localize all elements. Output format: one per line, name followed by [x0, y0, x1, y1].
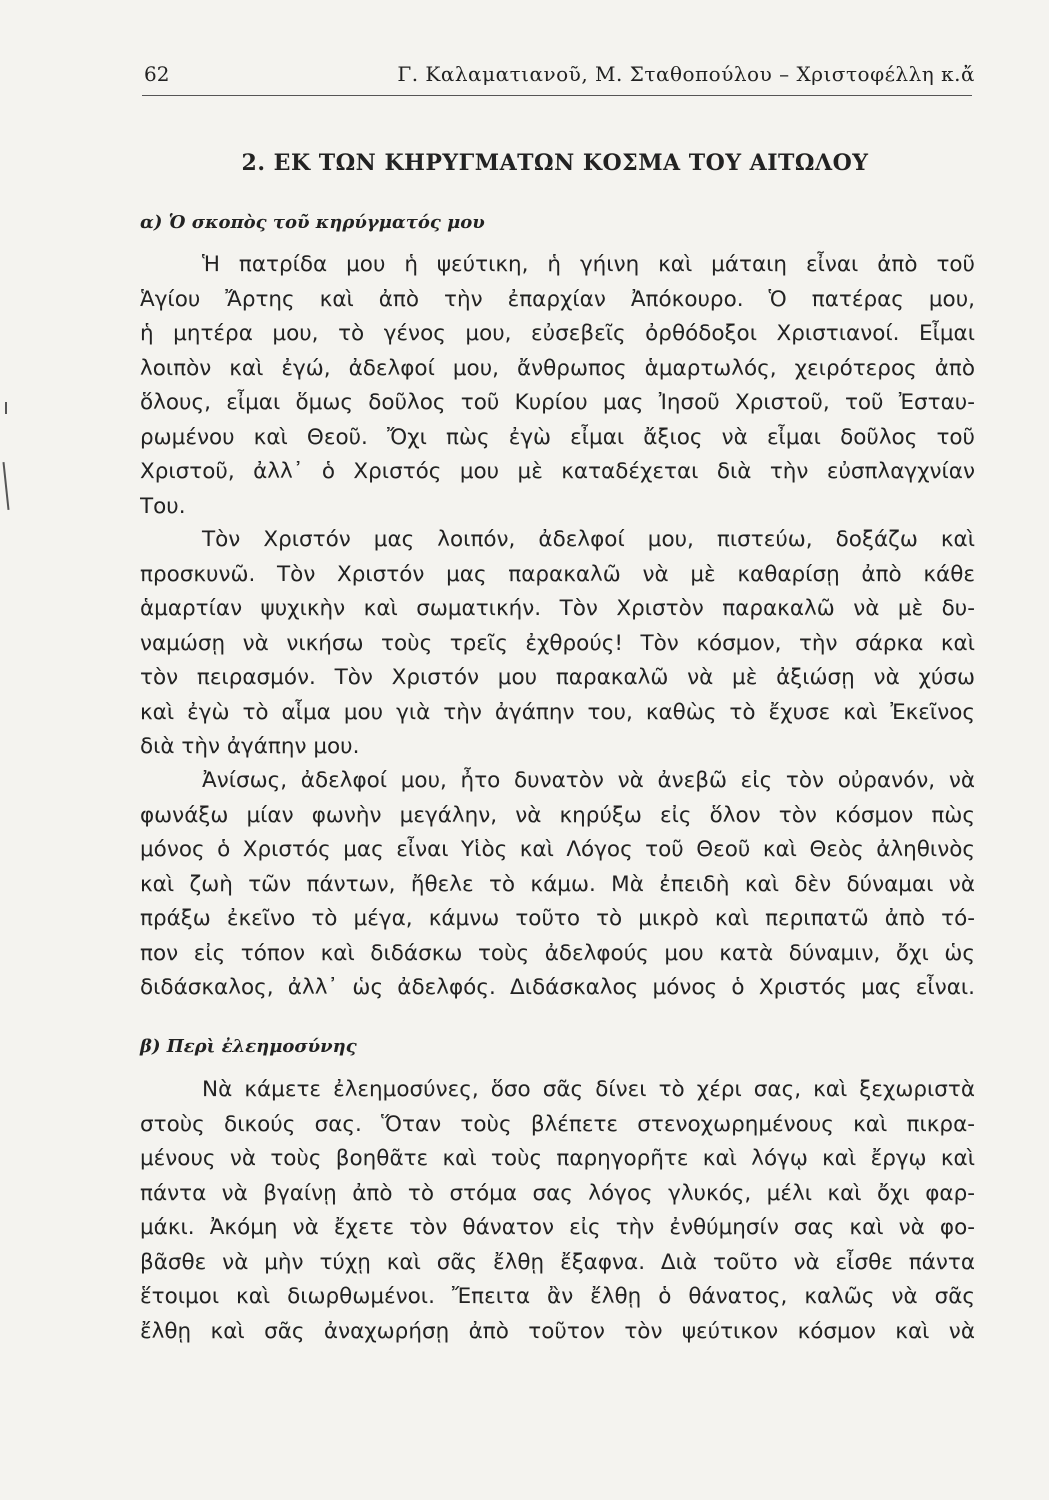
- text-line: διδάσκαλος, ἀλλ᾽ ὡς ἀδελφός. Διδάσκαλος μόνος ὁ Χριστός μας εἶναι.: [140, 975, 975, 1000]
- text-line: καὶ ἐγὼ τὸ αἷμα μου γιὰ τὴν ἀγάπην του, καθὼς τὸ ἔχυσε καὶ Ἐκεῖνος: [140, 699, 975, 725]
- paragraph-3: [140, 764, 975, 1006]
- text-line: βᾶσθε νὰ μὴν τύχῃ καὶ σᾶς ἔλθῃ ἔξαφνα. Διὰ τοῦτο νὰ εἶσθε πάντα: [140, 1249, 975, 1275]
- text-line: φωνάξω μίαν φωνὴν μεγάλην, νὰ κηρύξω εἰς ὅλον τὸν κόσμον πὼς: [140, 802, 975, 828]
- text-line: πάντα νὰ βγαίνῃ ἀπὸ τὸ στόμα σας λόγος γλυκός, μέλι καὶ ὄχι φαρ-: [140, 1180, 975, 1206]
- text-line: πον εἰς τόπον καὶ διδάσκω τοὺς ἀδελφούς μου κατὰ δύναμιν, ὄχι ὡς: [140, 940, 975, 966]
- text-line: μάκι. Ἀκόμη νὰ ἔχετε τὸν θάνατον εἰς τὴν ἐνθύμησίν σας καὶ νὰ φο-: [140, 1215, 975, 1240]
- text-line: ἔλθῃ καὶ σᾶς ἀναχωρήσῃ ἀπὸ τοῦτον τὸν ψεύτικον κόσμον καὶ νὰ: [140, 1318, 975, 1344]
- text-line: Τὸν Χριστόν μας λοιπόν, ἀδελφοί μου, πιστεύω, δοξάζω καὶ: [202, 527, 975, 552]
- text-line: Ἀνίσως, ἀδελφοί μου, ἦτο δυνατὸν νὰ ἀνεβῶ εἰς τὸν οὐρανόν, νὰ: [202, 768, 975, 793]
- page-number: 62: [144, 62, 170, 86]
- margin-mark: [5, 402, 7, 414]
- text-line: Ἁγίου Ἄρτης καὶ ἀπὸ τὴν ἐπαρχίαν Ἀπόκουρο. Ὁ πατέρας μου,: [140, 286, 975, 312]
- text-line: διὰ τὴν ἀγάπην μου.: [140, 734, 360, 759]
- text-line: μόνος ὁ Χριστός μας εἶναι Υἱὸς καὶ Λόγος τοῦ Θεοῦ καὶ Θεὸς ἀληθινὸς: [140, 837, 975, 862]
- text-line: τὸν πειρασμόν. Τὸν Χριστόν μου παρακαλῶ νὰ μὲ ἀξιώσῃ νὰ χύσω: [140, 665, 975, 690]
- text-line: λοιπὸν καὶ ἐγώ, ἀδελφοί μου, ἄνθρωπος ἁμαρτωλός, χειρότερος ἀπὸ: [140, 355, 975, 381]
- text-line: ὅλους, εἶμαι ὅμως δοῦλος τοῦ Κυρίου μας Ἰησοῦ Χριστοῦ, τοῦ Ἐσταυ-: [140, 390, 975, 415]
- subsection-heading-a: α) Ὁ σκοπὸς τοῦ κηρύγματός μου: [140, 212, 485, 233]
- text-line: στοὺς δικούς σας. Ὅταν τοὺς βλέπετε στενοχωρημένους καὶ πικρα-: [140, 1111, 975, 1137]
- text-line: Χριστοῦ, ἀλλ᾽ ὁ Χριστός μου μὲ καταδέχεται διὰ τὴν εὐσπλαγχνίαν: [140, 459, 975, 484]
- text-line: ρωμένου καὶ Θεοῦ. Ὄχι πὼς ἐγὼ εἶμαι ἄξιος νὰ εἶμαι δοῦλος τοῦ: [140, 424, 975, 450]
- paragraph-4: [140, 1073, 975, 1349]
- text-line: Νὰ κάμετε ἐλεημοσύνες, ὅσο σᾶς δίνει τὸ χέρι σας, καὶ ξεχωριστὰ: [202, 1077, 975, 1102]
- text-line: ἡ μητέρα μου, τὸ γένος μου, εὐσεβεῖς ὀρθόδοξοι Χριστιανοί. Εἶμαι: [140, 321, 975, 346]
- margin-mark: [2, 462, 9, 510]
- text-line: Του.: [140, 493, 186, 519]
- paragraph-2: [140, 523, 975, 765]
- paragraph-1: [140, 248, 975, 524]
- text-line: μένους νὰ τοὺς βοηθᾶτε καὶ τοὺς παρηγορῆτε καὶ λόγῳ καὶ ἔργῳ καὶ: [140, 1146, 975, 1171]
- text-line: ἁμαρτίαν ψυχικὴν καὶ σωματικήν. Τὸν Χριστὸν παρακαλῶ νὰ μὲ δυ-: [140, 596, 975, 621]
- subsection-heading-b: β) Περὶ ἐλεημοσύνης: [140, 1036, 357, 1057]
- text-line: Ἡ πατρίδα μου ἡ ψεύτικη, ἡ γήινη καὶ μάταιη εἶναι ἀπὸ τοῦ: [202, 252, 975, 277]
- text-line: ναμώσῃ νὰ νικήσω τοὺς τρεῖς ἐχθρούς! Τὸν κόσμον, τὴν σάρκα καὶ: [140, 630, 975, 656]
- running-head: [142, 58, 975, 92]
- running-title: Γ. Καλαματιανοῦ, Μ. Σταθοπούλου – Χριστοφέλλη κ.ἄ: [397, 62, 975, 86]
- text-line: προσκυνῶ. Τὸν Χριστόν μας παρακαλῶ νὰ μὲ καθαρίσῃ ἀπὸ κάθε: [140, 561, 975, 587]
- text-line: πράξω ἐκεῖνο τὸ μέγα, κάμνω τοῦτο τὸ μικρὸ καὶ περιπατῶ ἀπὸ τό-: [140, 906, 975, 931]
- header-rule: [142, 95, 972, 96]
- section-title: 2. ΕΚ ΤΩΝ ΚΗΡΥΓΜΑΤΩΝ ΚΟΣΜΑ ΤΟΥ ΑΙΤΩΛΟΥ: [241, 150, 869, 176]
- text-line: καὶ ζωὴ τῶν πάντων, ἤθελε τὸ κάμω. Μὰ ἐπειδὴ καὶ δὲν δύναμαι νὰ: [140, 871, 975, 897]
- text-line: ἕτοιμοι καὶ διωρθωμένοι. Ἔπειτα ἂν ἔλθῃ ὁ θάνατος, καλῶς νὰ σᾶς: [140, 1284, 975, 1309]
